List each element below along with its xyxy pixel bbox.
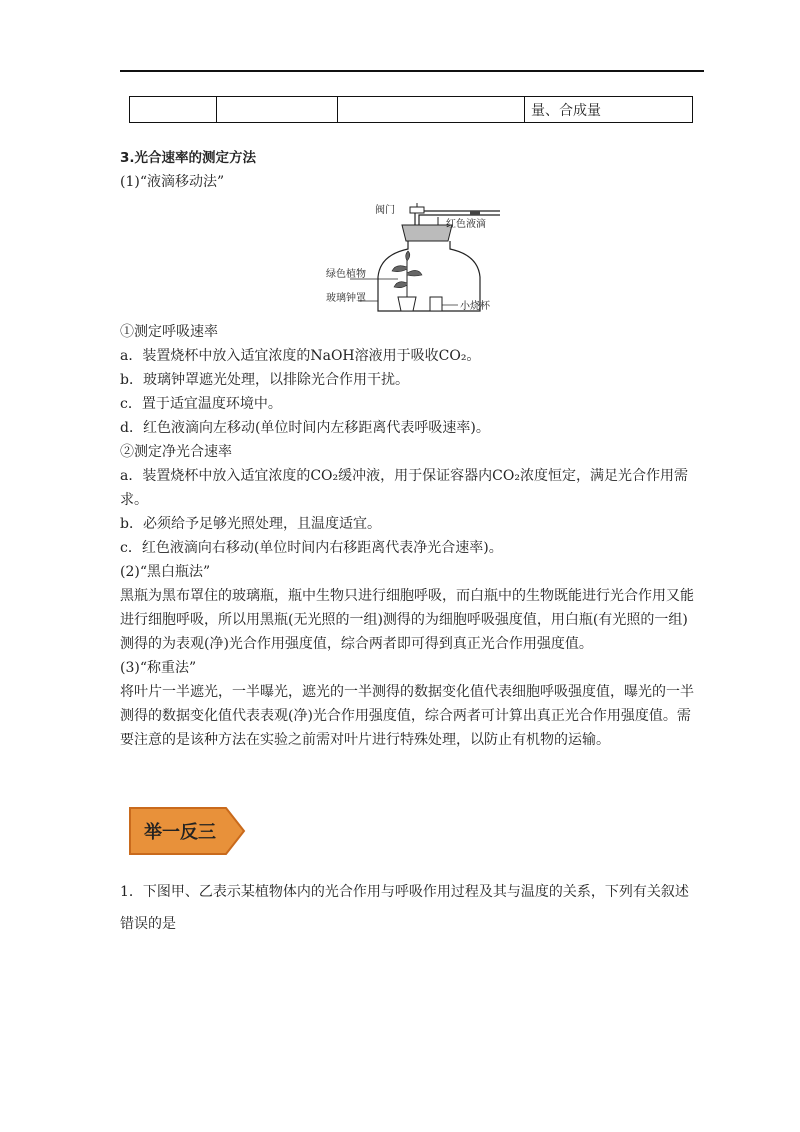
respiration-step-d: d．红色液滴向左移动(单位时间内左移距离代表呼吸速率)。 [120,420,490,436]
respiration-step-c: c．置于适宜温度环境中。 [120,396,282,412]
net-photo-title: ②测定净光合速率 [120,444,232,460]
method3-title: (3)“称重法” [120,660,197,676]
section-title: 3.光合速率的测定方法 [120,150,257,166]
table-cell [217,97,338,123]
question-1: 1．下图甲、乙表示某植物体内的光合作用与呼吸作用过程及其与温度的关系，下列有关叙述错误的是 [120,884,689,932]
continued-table [129,96,693,123]
method3-text: 将叶片一半遮光，一半曝光，遮光的一半测得的数据变化值代表细胞呼吸强度值，曝光的一半测得的数据变化值代表表观(净)光合作用强度值，综合两者可计算出真正光合作用强度值。需要注意的是该种方法在实验之前需对叶片进行特殊处理，以防止有机物的运输。 [120,684,694,748]
table-cell [130,97,217,123]
respiration-step-a: a．装置烧杯中放入适宜浓度的NaOH溶液用于吸收CO₂。 [120,348,481,364]
practice-badge [128,806,248,856]
liquid-drop-apparatus-figure [320,197,520,317]
label-glass-bell: 玻璃钟罩 [326,293,366,304]
section-heading-block [120,146,700,194]
badge-label: 举一反三 [144,822,216,843]
header-rule [120,70,704,72]
label-valve: 阀门 [375,205,395,216]
label-red-drop: 红色液滴 [446,219,486,230]
table-row [130,97,693,123]
table-cell: 量、合成量 [525,97,693,123]
label-small-beaker: 小烧杯 [460,301,490,312]
respiration-step-b: b．玻璃钟罩遮光处理，以排除光合作用干扰。 [120,372,409,388]
net-photo-step-b: b．必须给予足够光照处理，且温度适宜。 [120,516,381,532]
table-cell [338,97,525,123]
method2-title: (2)“黑白瓶法” [120,564,211,580]
respiration-block [120,320,700,752]
method1-title: (1)“液滴移动法” [120,174,225,190]
net-photo-step-a: a．装置烧杯中放入适宜浓度的CO₂缓冲液，用于保证容器内CO₂浓度恒定，满足光合作用需求。 [120,468,688,508]
respiration-title: ①测定呼吸速率 [120,324,218,340]
net-photo-step-c: c．红色液滴向右移动(单位时间内右移距离代表净光合速率)。 [120,540,503,556]
label-green-plant: 绿色植物 [326,269,366,280]
method2-text: 黑瓶为黑布罩住的玻璃瓶，瓶中生物只进行细胞呼吸，而白瓶中的生物既能进行光合作用又能进行细胞呼吸，所以用黑瓶(无光照的一组)测得的为细胞呼吸强度值，用白瓶(有光照的一组)测得的为表观(净)光合作用强度值，综合两者即可得到真正光合作用强度值。 [120,588,694,652]
